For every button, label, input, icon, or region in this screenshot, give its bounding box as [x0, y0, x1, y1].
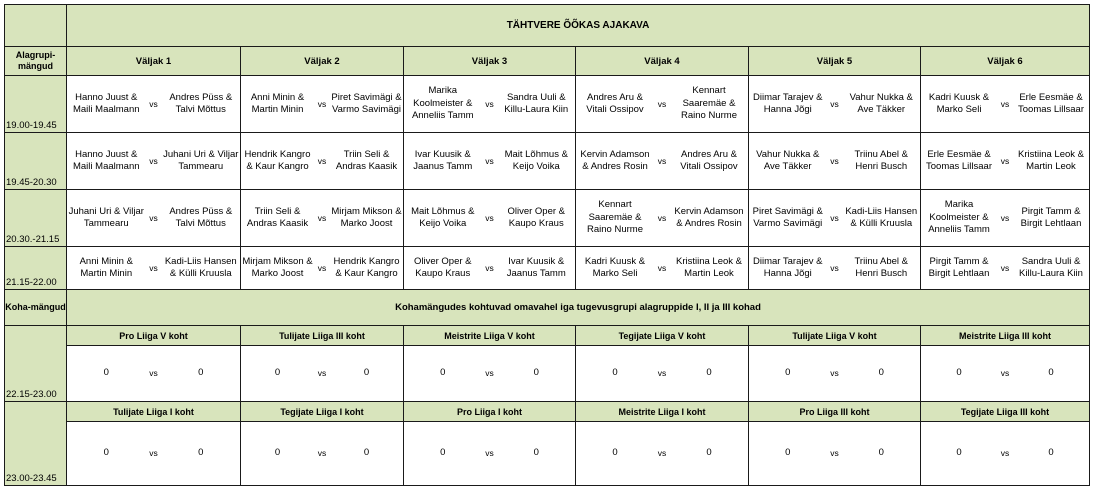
placement-header: Meistrite Liiga III koht [921, 326, 1090, 346]
team-a: Vahur Nukka & Ave Täkker [756, 148, 820, 172]
match [749, 367, 920, 380]
vs-label: vs [657, 155, 667, 166]
team-a: Marika Koolmeister & Anneliis Tamm [928, 199, 990, 236]
vs-label: vs [657, 448, 667, 459]
score-cell [921, 346, 1090, 402]
match-cell [749, 76, 921, 133]
team-b: Ivar Kuusik & Jaanus Tamm [506, 255, 566, 279]
team-a: Triin Seli & Andras Kaasik [246, 205, 309, 229]
vs-label: vs [830, 212, 839, 223]
vs-label: vs [149, 212, 158, 223]
match-cell [241, 247, 404, 290]
team-b: Triinu Abel & Henri Busch [854, 148, 908, 172]
match-cell [749, 133, 921, 190]
team-a: Anni Minin & Martin Minin [250, 91, 305, 115]
score-a: 0 [956, 367, 962, 379]
vs-label: vs [317, 262, 327, 273]
match [749, 149, 920, 174]
sheet-body [5, 5, 1090, 486]
match [749, 206, 920, 231]
vs-label: vs [1000, 262, 1010, 273]
score-cell [749, 346, 921, 402]
time-slot-label: 20.30.-21.15 [6, 234, 60, 245]
placement-header: Meistrite Liiga I koht [576, 402, 749, 422]
vs-label: vs [149, 155, 158, 166]
time-slot-label: 19.00-19.45 [6, 120, 57, 131]
field-header: Väljak 3 [404, 47, 576, 76]
match [576, 149, 748, 174]
match-cell [404, 190, 576, 247]
placement-header: Tegijate Liiga V koht [576, 326, 749, 346]
vs-label: vs [485, 212, 494, 223]
sheet-row [5, 133, 1090, 190]
sheet-row [5, 5, 1090, 47]
sheet-row [5, 402, 1090, 422]
team-b: Kristiina Leok & Martin Leok [1017, 148, 1084, 172]
team-b: Kristiina Leok & Martin Leok [675, 255, 742, 279]
sheet-row [5, 76, 1090, 133]
vs-label: vs [1000, 98, 1010, 109]
time-slot-label: 19.45-20.30 [6, 177, 57, 188]
placement-header: Meistrite Liiga V koht [404, 326, 576, 346]
match [67, 92, 240, 117]
match-cell [576, 190, 749, 247]
time-slot-label: 21.15-22.00 [6, 277, 57, 288]
match [576, 447, 748, 460]
team-a: Ivar Kuusik & Jaanus Tamm [413, 148, 473, 172]
sheet-row [5, 190, 1090, 247]
match-cell [241, 76, 404, 133]
vs-label: vs [830, 262, 839, 273]
match [921, 256, 1089, 281]
team-a: Andres Aru & Vitali Ossipov [586, 91, 644, 115]
match-cell [67, 133, 241, 190]
vs-label: vs [485, 262, 494, 273]
schedule-sheet [4, 4, 1090, 486]
score-a: 0 [956, 447, 962, 459]
sheet-row [5, 247, 1090, 290]
placement-header: Tulijate Liiga V koht [749, 326, 921, 346]
match-cell [404, 247, 576, 290]
vs-label: vs [1000, 368, 1010, 379]
match-cell [67, 76, 241, 133]
vs-label: vs [149, 368, 158, 379]
field-header: Väljak 4 [576, 47, 749, 76]
vs-label: vs [317, 98, 327, 109]
match [576, 367, 748, 380]
match [749, 447, 920, 460]
match [241, 92, 403, 117]
vs-label: vs [830, 98, 839, 109]
team-a: Kadri Kuusk & Marko Seli [928, 91, 990, 115]
match [67, 256, 240, 281]
team-b: Kadi-Liis Hansen & Külli Kruusla [164, 255, 237, 279]
team-a: Marika Koolmeister & Anneliis Tamm [411, 85, 474, 122]
score-b: 0 [878, 447, 884, 459]
time-slot [5, 326, 67, 402]
match-cell [921, 247, 1090, 290]
team-a: Pirgit Tamm & Birgit Lehtlaan [928, 255, 990, 279]
match [921, 199, 1089, 237]
team-a: Diimar Tarajev & Hanna Jõgi [752, 255, 823, 279]
score-cell [67, 346, 241, 402]
match [404, 447, 575, 460]
group-games-label: Alagrupi-mängud [5, 47, 67, 76]
match-cell [749, 247, 921, 290]
team-b: Piret Savimägi & Varmo Savimägi [331, 91, 402, 115]
team-b: Erle Eesmäe & Toomas Lillsaar [1018, 91, 1084, 115]
vs-label: vs [317, 155, 327, 166]
team-b: Andres Püss & Talvi Mõttus [169, 91, 233, 115]
placement-header: Tegijate Liiga I koht [241, 402, 404, 422]
score-b: 0 [363, 447, 370, 459]
match [404, 206, 575, 231]
match [241, 447, 403, 460]
match [576, 85, 748, 123]
team-a: Kennart Saaremäe & Raino Nurme [587, 199, 643, 236]
vs-label: vs [317, 368, 327, 379]
match [241, 149, 403, 174]
team-b: Kadi-Liis Hansen & Külli Kruusla [845, 205, 918, 229]
vs-label: vs [657, 262, 667, 273]
team-b: Hendrik Kangro & Kaur Kangro [333, 255, 400, 279]
placement-header: Tulijate Liiga III koht [241, 326, 404, 346]
match-cell [576, 76, 749, 133]
placement-header: Tulijate Liiga I koht [67, 402, 241, 422]
score-b: 0 [198, 367, 204, 379]
team-a: Erle Eesmäe & Toomas Lillsaar [926, 148, 992, 172]
score-cell [404, 346, 576, 402]
match-cell [576, 247, 749, 290]
team-b: Juhani Uri & Viljar Tammearu [163, 148, 239, 172]
field-header: Väljak 5 [749, 47, 921, 76]
match [576, 256, 748, 281]
match-cell [67, 190, 241, 247]
placement-header: Pro Liiga III koht [749, 402, 921, 422]
sheet-row [5, 290, 1090, 326]
match [749, 92, 920, 117]
team-b: Vahur Nukka & Ave Täkker [849, 91, 913, 115]
score-b: 0 [533, 367, 539, 379]
team-a: Anni Minin & Martin Minin [79, 255, 133, 279]
corner-cell [5, 5, 67, 47]
match [921, 149, 1089, 174]
match [404, 367, 575, 380]
score-b: 0 [878, 367, 884, 379]
score-a: 0 [612, 447, 618, 459]
team-b: Kervin Adamson & Andres Rosin [674, 205, 744, 229]
vs-label: vs [485, 368, 494, 379]
match-cell [404, 133, 576, 190]
score-cell [241, 422, 404, 486]
team-b: Sandra Uuli & Killu-Laura Kiin [1019, 255, 1083, 279]
field-header: Väljak 6 [921, 47, 1090, 76]
score-cell [404, 422, 576, 486]
vs-label: vs [1000, 448, 1010, 459]
time-slot [5, 190, 67, 247]
match-cell [404, 76, 576, 133]
score-a: 0 [274, 447, 281, 459]
vs-label: vs [149, 262, 158, 273]
match-cell [576, 133, 749, 190]
team-b: Pirgit Tamm & Birgit Lehtlaan [1020, 205, 1082, 229]
score-a: 0 [103, 367, 109, 379]
vs-label: vs [485, 448, 494, 459]
vs-label: vs [657, 98, 667, 109]
match [404, 85, 575, 123]
time-slot-label: 22.15-23.00 [6, 389, 57, 400]
sheet-row [5, 47, 1090, 76]
vs-label: vs [317, 448, 327, 459]
match-cell [241, 190, 404, 247]
team-b: Andres Püss & Talvi Mõttus [169, 205, 233, 229]
match [921, 447, 1089, 460]
team-a: Mait Lõhmus & Keijo Voika [411, 205, 475, 229]
score-b: 0 [363, 367, 370, 379]
team-b: Triinu Abel & Henri Busch [854, 255, 908, 279]
match-cell [921, 76, 1090, 133]
team-b: Kennart Saaremäe & Raino Nurme [681, 85, 737, 122]
match [67, 206, 240, 231]
match [921, 92, 1089, 117]
placement-header: Pro Liiga I koht [404, 402, 576, 422]
placement-header: Pro Liiga V koht [67, 326, 241, 346]
match-cell [749, 190, 921, 247]
score-b: 0 [706, 367, 712, 379]
team-a: Diimar Tarajev & Hanna Jõgi [752, 91, 823, 115]
time-slot [5, 402, 67, 486]
team-b: Mait Lõhmus & Keijo Voika [504, 148, 568, 172]
time-slot-label: 23.00-23.45 [6, 473, 57, 484]
placement-header: Tegijate Liiga III koht [921, 402, 1090, 422]
score-b: 0 [706, 447, 712, 459]
match-cell [921, 133, 1090, 190]
vs-label: vs [485, 155, 494, 166]
vs-label: vs [1000, 212, 1010, 223]
score-b: 0 [533, 447, 539, 459]
score-b: 0 [1048, 447, 1054, 459]
team-a: Kadri Kuusk & Marko Seli [584, 255, 646, 279]
score-cell [576, 422, 749, 486]
score-a: 0 [440, 367, 446, 379]
time-slot [5, 133, 67, 190]
match [241, 367, 403, 380]
team-a: Hanno Juust & Maili Maalmann [72, 91, 140, 115]
match [404, 256, 575, 281]
match [241, 256, 403, 281]
match [404, 149, 575, 174]
score-a: 0 [440, 447, 446, 459]
vs-label: vs [830, 368, 839, 379]
match [241, 206, 403, 231]
vs-label: vs [149, 448, 158, 459]
vs-label: vs [1000, 155, 1010, 166]
score-a: 0 [785, 447, 791, 459]
sheet-row [5, 422, 1090, 486]
score-b: 0 [198, 447, 204, 459]
sheet-row [5, 346, 1090, 402]
team-a: Kervin Adamson & Andres Rosin [580, 148, 650, 172]
team-b: Oliver Oper & Kaupo Kraus [507, 205, 566, 229]
placement-games-label: Koha-mängud [5, 290, 67, 326]
sheet-row [5, 326, 1090, 346]
team-b: Andres Aru & Vitali Ossipov [680, 148, 738, 172]
team-a: Oliver Oper & Kaupo Kraus [413, 255, 472, 279]
score-cell [921, 422, 1090, 486]
match-cell [241, 133, 404, 190]
vs-label: vs [149, 98, 158, 109]
team-a: Hanno Juust & Maili Maalmann [72, 148, 140, 172]
score-b: 0 [1048, 367, 1054, 379]
vs-label: vs [830, 448, 839, 459]
time-slot [5, 76, 67, 133]
vs-label: vs [657, 212, 667, 223]
match [576, 199, 748, 237]
team-a: Hendrik Kangro & Kaur Kangro [244, 148, 311, 172]
match [67, 447, 240, 460]
match [921, 367, 1089, 380]
score-cell [241, 346, 404, 402]
score-a: 0 [274, 367, 281, 379]
vs-label: vs [485, 98, 494, 109]
match [67, 367, 240, 380]
vs-label: vs [830, 155, 839, 166]
score-a: 0 [785, 367, 791, 379]
match-cell [921, 190, 1090, 247]
vs-label: vs [657, 368, 667, 379]
page-title: TÄHTVERE ÕÕKAS AJAKAVA [67, 5, 1090, 47]
match [749, 256, 920, 281]
score-cell [67, 422, 241, 486]
team-a: Juhani Uri & Viljar Tammearu [68, 205, 144, 229]
team-a: Piret Savimägi & Varmo Savimägi [752, 205, 823, 229]
vs-label: vs [317, 212, 327, 223]
score-cell [749, 422, 921, 486]
score-a: 0 [612, 367, 618, 379]
time-slot [5, 247, 67, 290]
match [67, 149, 240, 174]
team-b: Triin Seli & Andras Kaasik [335, 148, 398, 172]
score-a: 0 [103, 447, 109, 459]
team-a: Mirjam Mikson & Marko Joost [242, 255, 313, 279]
team-b: Mirjam Mikson & Marko Joost [331, 205, 402, 229]
field-header: Väljak 1 [67, 47, 241, 76]
match-cell [67, 247, 241, 290]
placement-info: Kohamängudes kohtuvad omavahel iga tugevusgrupi alagruppide I, II ja III kohad [67, 290, 1090, 326]
score-cell [576, 346, 749, 402]
field-header: Väljak 2 [241, 47, 404, 76]
team-b: Sandra Uuli & Killu-Laura Kiin [504, 91, 569, 115]
